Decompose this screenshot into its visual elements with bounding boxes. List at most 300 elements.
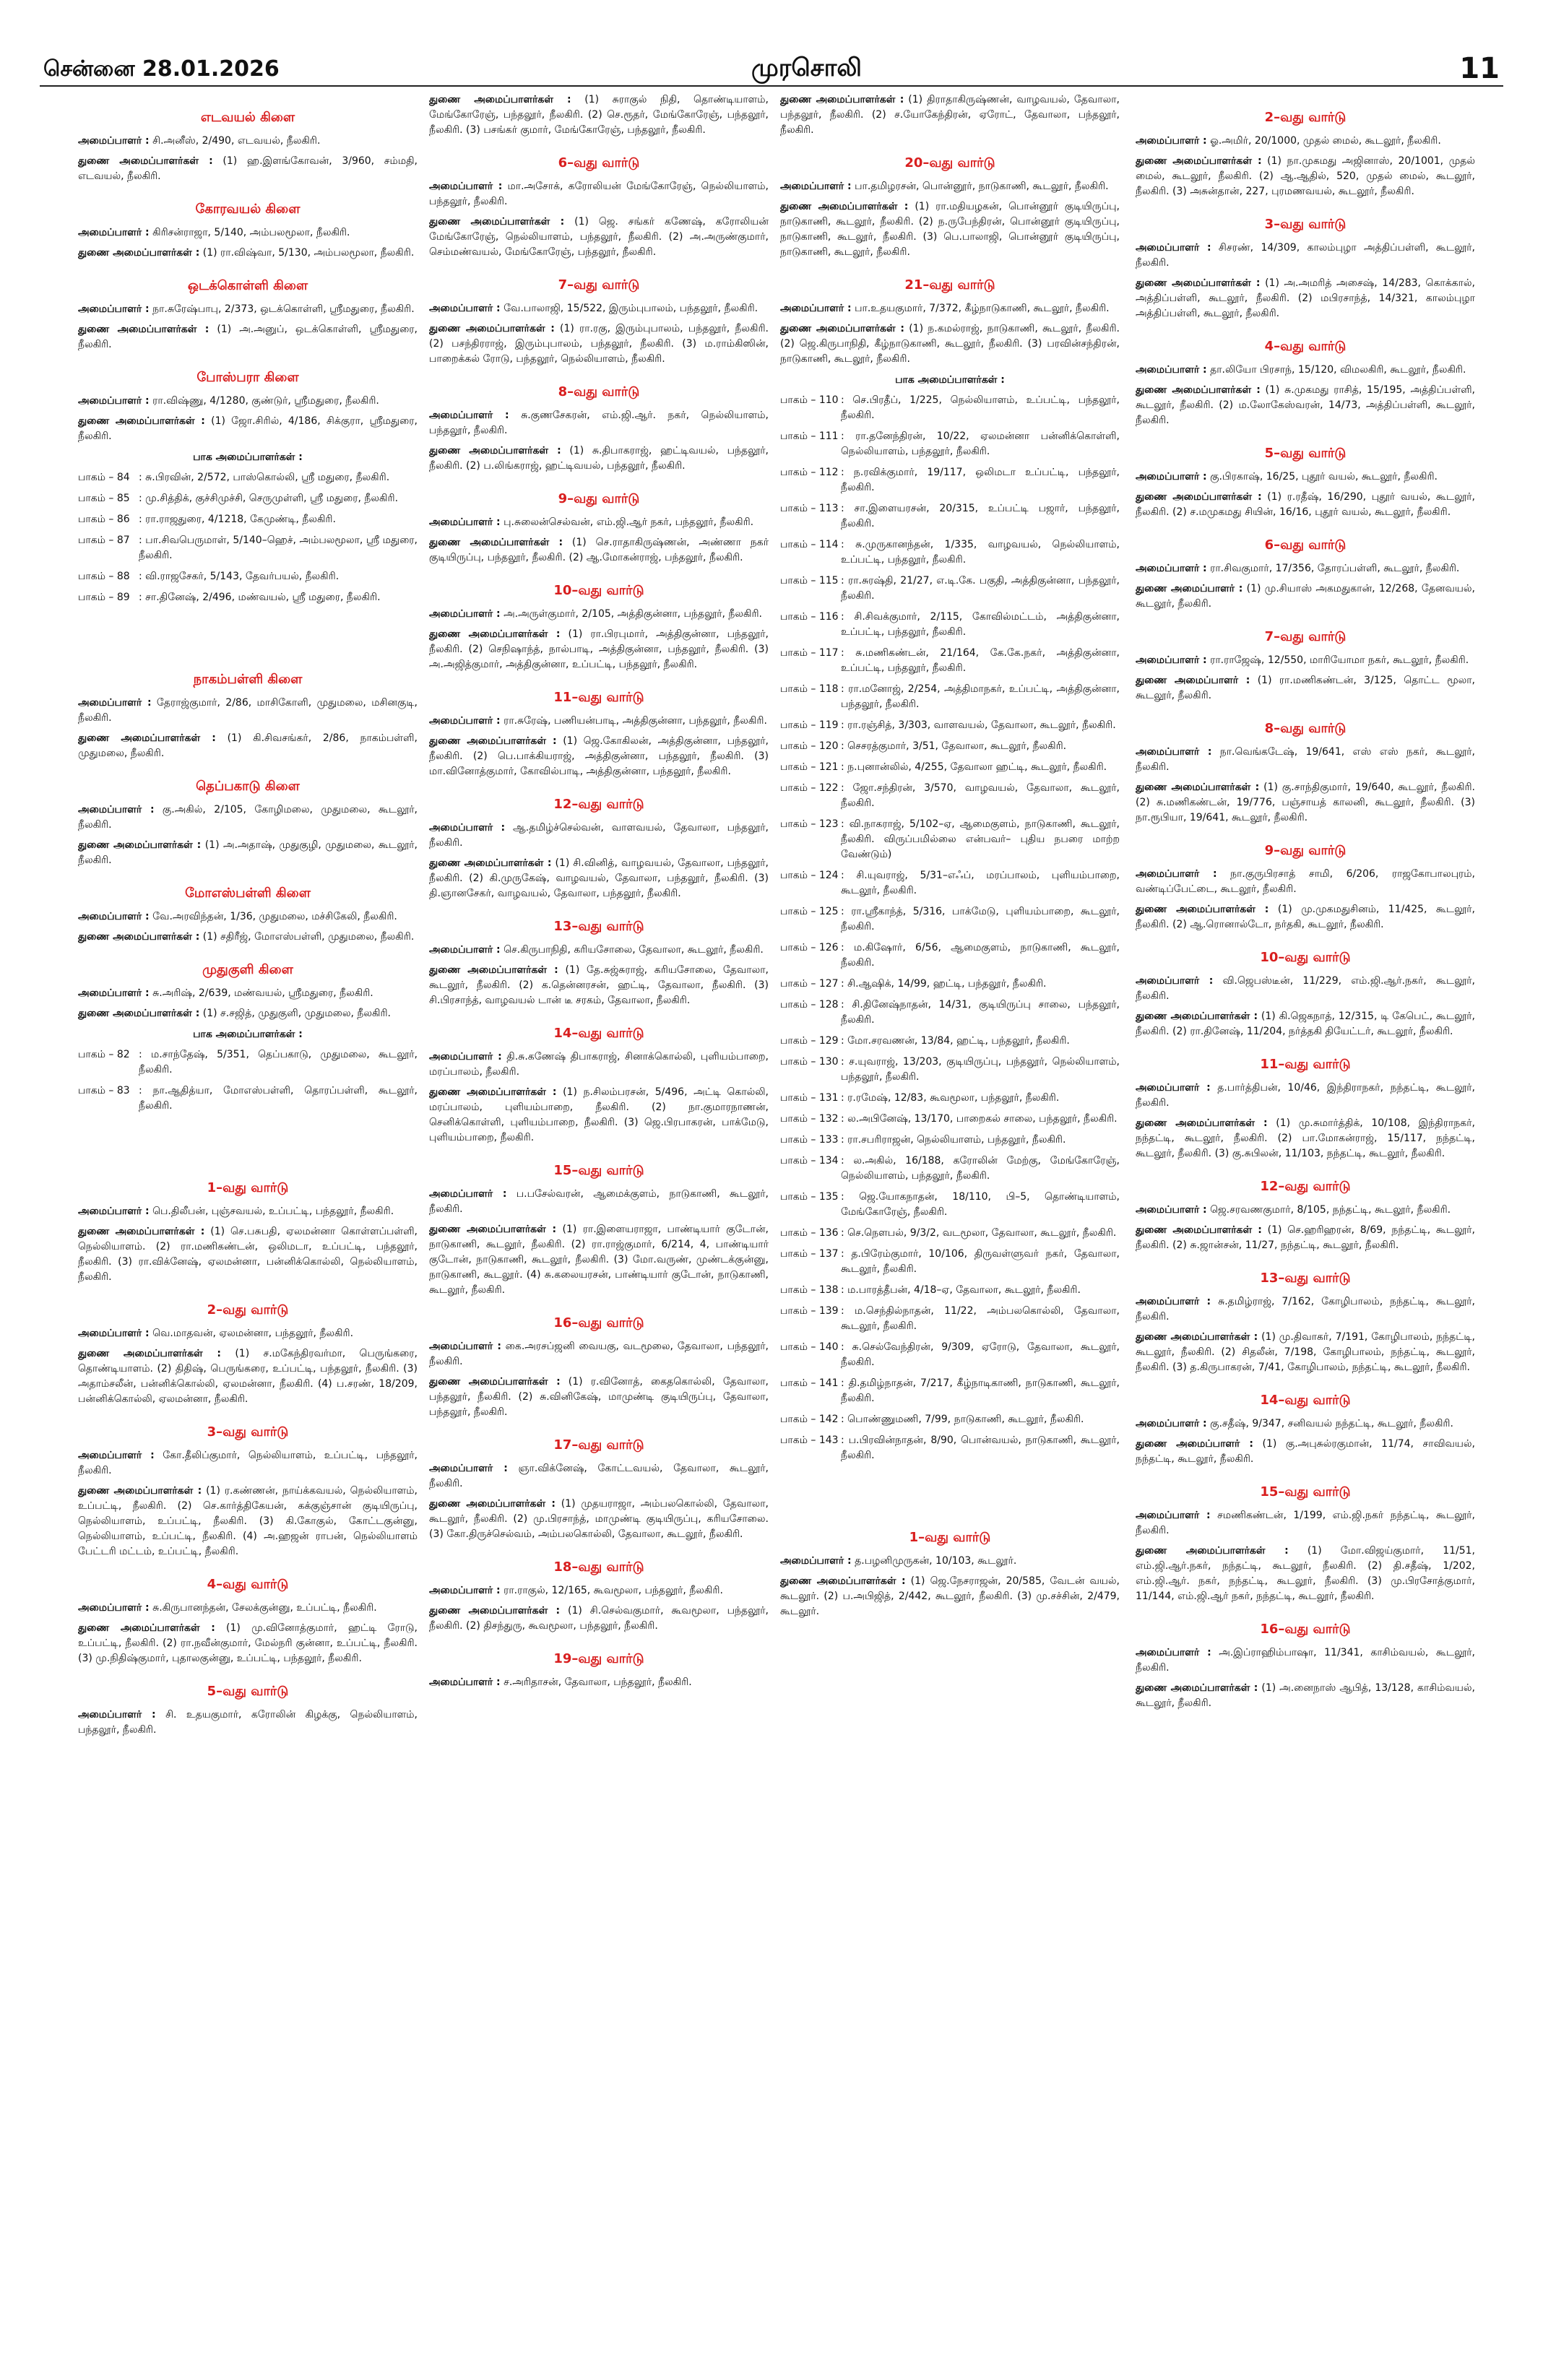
entry-label: அமைப்பாளர் : [1136,135,1207,147]
section [1136,721,1475,826]
entry-paragraph [78,909,418,925]
booth-row [78,512,418,527]
entry-label: அமைப்பாளர் : [1136,242,1211,254]
section [78,779,418,868]
section [1136,1057,1475,1161]
entry-text: சு.கிருபானந்தன், சேலக்குன்னு, உப்பட்டி, நீலகிரி. [149,1602,377,1614]
booth-row [780,977,1120,992]
booth-detail: : சி.யுவராஜ், 5/31–எஃப், மரப்பாலம், புளியம்பாறை, கூடலூர், நீலகிரி. [841,870,1120,896]
entry-text: ஓ.அமிர், 20/1000, முதல் மைல், கூடலூர், நீலகிரி. [1206,135,1441,147]
section [780,155,1120,260]
section [429,690,769,779]
entry-text: ப.பசேல்வரன், ஆமைக்குளம், நாடுகாணி, கூடலூர், நீலகிரி. [429,1188,769,1215]
section-heading: 4–வது வார்டு [207,1577,289,1592]
section [429,583,769,672]
section [429,1437,769,1542]
booth-number: பாகம் – 118 [780,683,839,695]
section [780,1530,1120,1619]
section [78,278,418,352]
booth-number: பாகம் – 116 [780,611,839,623]
booth-number: பாகம் – 125 [780,906,839,917]
section-heading: 1–வது வார்டு [207,1180,289,1195]
section [1136,1622,1475,1711]
entry-paragraph [78,802,418,833]
entry-label: அமைப்பாளர் : [78,395,150,407]
booth-detail: : ச.யுவராஜ், 13/203, குடியிருப்பு, பந்தலூர், நெல்லியாளம், பந்தலூர், நீலகிரி. [841,1056,1120,1083]
entry-text: (1) ர.ரதீஷ், 16/290, புதூர் வயல், கூடலூர், நீலகிரி. (2) ச.மமுகமது சியின், 16/16, புதூர் வயல், கூடலூர், நீலகிரி. [1136,491,1475,518]
entry-label: துணை அமைப்பாளர்கள் : [78,1485,202,1497]
booth-detail: : த.பிரேம்குமார், 10/106, திருவள்ளுவர் நகர், தேவாலா, கூடலூர், நீலகிரி. [841,1248,1120,1275]
booth-row [780,1340,1120,1370]
entry-text: ரா.சிவகுமார், 17/356, தோரப்பள்ளி, கூடலூர், நீலகிரி. [1206,563,1460,574]
section-heading: 10–வது வார்டு [1260,950,1351,965]
entry-paragraph [78,838,418,868]
entry-paragraph [78,1326,418,1341]
section [1136,1271,1475,1375]
entry-paragraph [1136,1437,1475,1467]
entry-text: த.பார்த்திபன், 10/46, இந்திராநகர், நந்தட்டி, கூடலூர், நீலகிரி. [1136,1082,1475,1109]
entry-label: துணை அமைப்பாளர்கள் : [78,1622,215,1634]
booth-detail: : ரா.சுரஷ்தி, 21/27, எ.டி.கே. பகுதி, அத்திகுன்னா, பந்தலூர், நீலகிரி. [841,575,1120,602]
booth-detail: : பா.சிவபெருமாள், 5/140–ஹெச், அம்பலமூலா, ஸ்ரீ மதுரை, நீலகிரி. [139,535,418,561]
booth-number: பாகம் – 140 [780,1341,839,1353]
entry-text: (1) ச.சஜித், முதுகுளி, முதுமலை, நீலகிரி. [199,1008,391,1019]
entry-label: அமைப்பாளர் : [429,516,501,528]
section-heading: 15–வது வார்டு [1260,1484,1351,1500]
booth-row [78,533,418,563]
booth-detail: : நா.ஆதித்யா, மோஎஸ்பள்ளி, தொரப்பள்ளி, கூடலூர், நீலகிரி. [139,1085,418,1112]
booth-detail: : சா.தினேஷ், 2/496, மண்வயல், ஸ்ரீ மதுரை, நீலகிரி. [139,592,381,603]
entry-label: துணை அமைப்பாளர்கள் : [1136,1224,1262,1236]
section-heading: 19–வது வார்டு [553,1651,644,1666]
entry-label: அமைப்பாளர் : [1136,1296,1211,1307]
booth-row [780,465,1120,496]
entry-label: அமைப்பாளர் : [1136,1647,1211,1658]
entry-paragraph [1136,653,1475,668]
booth-detail: : ல.அபினேஷ், 13/170, பாறைகல் சாலை, பந்தலூர், நீலகிரி. [841,1113,1118,1125]
entry-label: துணை அமைப்பாளர்கள் : [78,1226,205,1237]
entry-text: (1) ந.சிலம்பரசன், 5/496, அட்டி கொல்லி, மரப்பாலம், புளியம்பாறை, நீலகிரி. (2) நா.குமாரநாணன், செனிக்கொள்ளி, புளியம்பாறை, நீலகிரி. (3) ஜெ.பிரபாகரன், பாக்மேடு, புளியம்பாறை, நீலகிரி. [429,1086,769,1143]
booth-row [780,1154,1120,1184]
entry-label: துணை அமைப்பாளர்கள் : [780,323,904,334]
booth-detail: : மோ.சரவணன், 13/84, ஹட்டி, பந்தலூர், நீலகிரி. [841,1035,1070,1047]
booth-detail: : ரா.சபரிராஜன், நெல்லியாளம், பந்தலூர், நீலகிரி. [841,1134,1066,1146]
section [78,202,418,261]
entry-text: சி.அனீஸ், 2/490, எடவயல், நீலகிரி. [149,135,321,147]
entry-text: சி. உதயகுமார், கரோலின் கிழக்கு, நெல்லியாளம், பந்தலூர், நீலகிரி. [78,1709,418,1736]
entry-text: செ.கிருபாநிதி, கரியசோலை, தேவாலா, கூடலூர், நீலகிரி. [500,944,764,956]
booth-row [780,1190,1120,1220]
entry-label: துணை அமைப்பாளர் : [1136,1438,1253,1450]
entry-text: சு.தமிழ்ராஜ், 7/162, கோழிபாலம், நந்தட்டி, கூடலூர், நீலகிரி. [1136,1296,1475,1323]
entry-text: வே.அரவிந்தன், 1/36, முதுமலை, மச்சிகேலி, நீலகிரி. [149,911,397,922]
booth-row [780,868,1120,899]
booth-row [780,1091,1120,1106]
entry-label: அமைப்பாளர் : [429,303,501,314]
entry-label: துணை அமைப்பாளர்கள் : [429,1376,561,1388]
entry-paragraph [1136,581,1475,612]
entry-paragraph [1136,673,1475,704]
section-heading: 14–வது வார்டு [553,1026,644,1041]
booth-detail: : செ.நௌபல், 9/3/2, வடமூலா, தேவாலா, கூடலூர், நீலகிரி. [841,1227,1117,1239]
entry-label: துணை அமைப்பாளர்கள் : [429,445,561,456]
entry-text: ஆ.தமிழ்ச்செல்வன், வாளவயல், தேவாலா, பந்தலூர், நீலகிரி. [429,822,769,849]
booth-detail: : ரா.ஸ்ரீகாந்த், 5/316, பாக்மேடு, புளியம்பாறை, கூடலூர், நீலகிரி. [841,906,1120,932]
entry-text: கு.அகில், 2/105, கோழிமலை, முதுமலை, கூடலூர், நீலகிரி. [78,804,418,831]
booth-number: பாகம் – 130 [780,1056,839,1068]
entry-paragraph [429,627,769,672]
entry-paragraph [780,92,1120,138]
booth-number: பாகம் – 136 [780,1227,839,1239]
entry-label: அமைப்பாளர் : [78,227,150,238]
booth-number: பாகம் – 84 [78,472,130,483]
entry-paragraph [1136,363,1475,378]
entry-text: நா.குருபிரசாத் சாமி, 6/206, ராஜகோபாலபுரம், வண்டிப்பேட்டை, கூடலூர், நீலகிரி. [1136,868,1475,895]
entry-text: பா.உதயகுமார், 7/372, கீழ்நாடுகாணி, கூடலூர், நீலகிரி. [851,303,1110,314]
section-heading: 7–வது வார்டு [1264,629,1347,644]
booth-number: பாகம் – 138 [780,1284,839,1296]
entry-text: (1) ஹ.இளங்கோவன், 3/960, சம்மதி, எடவயல், நீலகிரி. [78,155,418,182]
entry-paragraph [78,302,418,317]
section-heading: 15–வது வார்டு [553,1163,644,1178]
entry-label: அமைப்பாளர் : [1136,563,1207,574]
entry-label: அமைப்பாளர் : [780,181,852,192]
booth-row [780,940,1120,971]
section [78,110,418,184]
entry-paragraph [429,1050,769,1080]
booth-number: பாகம் – 139 [780,1305,839,1317]
entry-paragraph [1136,745,1475,775]
section [78,672,418,761]
entry-text: (1) திராதாகிருஷ்ணன், வாழவயல், தேவாலா, பந்தலூர், நீலகிரி. (2) ச.யோகேந்திரன், ஏரோட், தேவாலா, பந்தலூர், நீலகிரி. [780,94,1120,136]
booth-number: பாகம் – 82 [78,1049,130,1060]
entry-text: கோ.தீலிப்குமார், நெல்லியாளம், உப்பட்டி, பந்தலூர், நீலகிரி. [78,1450,418,1476]
section [429,919,769,1008]
booth-row [780,998,1120,1028]
section-heading: எடவயல் கிளை [200,110,295,125]
section [429,384,769,474]
booth-detail: : ல.அகில், 16/188, கரோலின் மேற்கு, மேங்கோரேஞ், நெல்லியாளம், பந்தலூர், நீலகிரி. [841,1155,1120,1182]
entry-text: (1) ரா.விஷ்வா, 5/130, அம்பலமூலா, நீலகிரி. [199,247,415,259]
section [429,92,769,138]
entry-text: ஞா.விக்னேஷ், கோட்டவயல், தேவாலா, கூடலூர், நீலகிரி. [429,1463,769,1489]
entry-label: துணை அமைப்பாளர்கள் : [780,1575,906,1587]
booth-row [780,1226,1120,1241]
entry-text: (1) அ.னைநாஸ் ஆபித், 13/128, காசிம்வயல், கூடலூர், நீலகிரி. [1136,1682,1475,1709]
entry-label: அமைப்பாளர் : [78,1709,156,1721]
entry-label: அமைப்பாளர் : [780,303,852,314]
section-heading: 13–வது வார்டு [553,919,644,934]
entry-paragraph [78,414,418,444]
booth-row [78,1083,418,1114]
entry-paragraph [78,731,418,761]
entry-paragraph [1136,383,1475,428]
entry-paragraph [780,179,1120,194]
section-spacer [78,1120,418,1163]
entry-paragraph [429,1604,769,1634]
entry-label: துணை அமைப்பாளர்கள் : [78,732,216,744]
entry-text: (1) சதிரீஜ், மோஎஸ்பள்ளி, முதுமலை, நீலகிரி. [199,931,415,943]
entry-paragraph [1136,780,1475,826]
entry-label: அமைப்பாளர் : [78,303,150,315]
booth-number: பாகம் – 119 [780,719,839,731]
entry-label: துணை அமைப்பாளர்கள் : [1136,155,1262,167]
section-heading: தெப்பகாடு கிளை [196,779,300,794]
section-heading: 3–வது வார்டு [1264,217,1347,232]
entry-text: ரா.விஷ்ணு, 4/1280, குண்டுர், ஸ்ரீமதுரை, நீலகிரி. [149,395,379,407]
booth-detail: : சி.சிவக்குமார், 2/115, கோவில்மட்டம், அத்திகுன்னா, உப்பட்டி, பந்தலூர், நீலகிரி. [841,611,1120,638]
entry-label: அமைப்பாளர் : [1136,746,1212,758]
entry-text: (1) ஜோ.சிரில், 4/186, சிக்குரா, ஸ்ரீமதுரை, நீலகிரி. [78,415,418,442]
entry-text: வி.ஜெபஸ்டீன், 11/229, எம்.ஜி.ஆர்.நகர், கூடலூர், நீலகிரி. [1136,975,1475,1002]
entry-paragraph [1136,276,1475,321]
entry-text: (1) கி.ஜெகநாத், 12/315, டி கேபெட், கூடலூர், நீலகிரி. (2) ரா.தினேஷ், 11/204, நர்த்தகி தியேட்டர், கூடலூர், நீலகிரி. [1136,1011,1475,1037]
section [429,1559,769,1634]
entry-text: (1) செ.ராதாகிருஷ்ணன், அண்ணா நகர் குடியிருப்பு, பந்தலூர், நீலகிரி. (2) ஆ.மோகன்ராஜ், பந்தலூர், நீலகிரி. [429,537,769,563]
entry-label: அமைப்பாளர் : [1136,1510,1211,1521]
booth-number: பாகம் – 112 [780,467,839,478]
booth-number: பாகம் – 88 [78,571,130,582]
entry-paragraph [78,246,418,261]
section [1136,629,1475,704]
booth-number: பாகம் – 87 [78,535,130,546]
entry-paragraph [429,1583,769,1598]
entry-label: அமைப்பாளர் : [429,822,506,834]
entry-label: அமைப்பாளர் : [1136,975,1214,987]
entry-paragraph [78,1708,418,1738]
entry-paragraph [780,1574,1120,1619]
booth-number: பாகம் – 121 [780,761,839,773]
entry-label: அமைப்பாளர் : [78,1206,150,1217]
entry-label: துணை அமைப்பாளர்கள் : [78,931,200,943]
entry-text: பா.தமிழரசன், பொன்னூர், நாடுகாணி, கூடலூர், நீலகிரி. [851,181,1109,192]
booth-number: பாகம் – 127 [780,978,839,990]
booth-detail: : வி.நாகராஜ், 5/102–ஏ, ஆமைகுளம், நாடுகாணி, கூடலூர், நீலகிரி. விருப்பமில்லை என்பவர்– புதிய நபரை மாற்ற வேண்டும்) [841,818,1120,860]
booth-row [780,429,1120,459]
entry-paragraph [429,1675,769,1690]
entry-label: துணை அமைப்பாளர்கள் : [429,1498,556,1510]
section [78,1302,418,1407]
entry-paragraph [429,1497,769,1542]
entry-label: துணை அமைப்பாளர்கள் : [78,324,209,335]
booth-number: பாகம் – 124 [780,870,839,881]
entry-paragraph [1136,1681,1475,1711]
entry-label: அமைப்பாளர் : [78,1450,155,1461]
booth-detail: : பொண்ணுமணி, 7/99, நாடுகாணி, கூடலூர், நீலகிரி. [841,1414,1084,1425]
column-1 [78,92,418,2368]
entry-text: ரா.ராகுல், 12/165, கூவமூலா, பந்தலூர், நீலகிரி. [500,1585,723,1596]
section-heading: 9–வது வார்டு [558,491,640,506]
entry-text: (1) ச.மகேந்திரவர்மா, பெருங்கரை, தொண்டியாளம். (2) திதிஷ், பெருங்கரை, உப்பட்டி, பந்தலூர், நீலகிரி. (3) அதாம்சலீன், பன்னிக்கொல்லி, ஏலமன்னா, நீலகிரி. (4) ப.சரண், 18/209, பன்னிக்கொல்லி, ஏலமன்னா, நீலகிரி. [78,1348,418,1405]
entry-label: துணை அமைப்பாளர்கள் : [429,1605,561,1617]
entry-paragraph [1136,490,1475,520]
entry-label: துணை அமைப்பாளர்கள் : [1136,277,1261,289]
booth-row [780,1376,1120,1406]
booth-number: பாகம் – 89 [78,592,130,603]
entry-label: துணை அமைப்பாளர்கள் : [780,201,909,212]
entry-label: துணை அமைப்பாளர்கள் : [1136,1545,1289,1557]
entry-text: ரா.சுரேஷ், பணியன்பாடி, அத்திகுன்னா, பந்தலூர், நீலகிரி. [500,715,767,727]
entry-label: அமைப்பாளர் : [429,1341,501,1352]
booth-number: பாகம் – 131 [780,1092,839,1104]
entry-paragraph [78,154,418,184]
booth-detail: : ர.ரமேஷ், 12/83, கூவமூலா, பந்தலூர், நீலகிரி. [841,1092,1060,1104]
section [1136,1179,1475,1253]
entry-label: துணை அமைப்பாளர்கள் : [1136,384,1261,396]
booth-row [780,817,1120,862]
section-spacer [78,611,418,654]
booth-detail: : ம.பாரத்தீபன், 4/18–ஏ, தேவாலா, கூடலூர், நீலகிரி. [841,1284,1081,1296]
entry-text: வெ.மாதவன், ஏலமன்னா, பந்தலூர், நீலகிரி. [149,1328,354,1339]
entry-paragraph [1136,134,1475,149]
section [780,92,1120,138]
booth-row [780,1412,1120,1427]
booth-row [780,682,1120,712]
entry-label: துணை அமைப்பாளர்கள் : [78,1348,222,1359]
entry-paragraph [780,321,1120,367]
booth-number: பாகம் – 122 [780,782,839,794]
entry-label: துணை அமைப்பாளர்கள் : [78,839,202,851]
entry-label: அமைப்பாளர் : [78,911,150,922]
section [429,1026,769,1146]
booth-detail: : செசரத்குமார், 3/51, தேவாலா, கூடலூர், நீலகிரி. [841,740,1067,752]
entry-label: துணை அமைப்பாளர்கள் : [429,628,561,640]
booth-row [780,904,1120,935]
entry-paragraph [78,394,418,409]
section-heading: 7–வது வார்டு [558,277,640,293]
entry-text: சமணிகண்டன், 1/199, எம்.ஜி.நகர் நந்தட்டி, கூடலூர், நீலகிரி. [1136,1510,1475,1536]
entry-text: பு.சுலைன்செல்வன், எம்.ஜி.ஆர் நகர், பந்தலூர், நீலகிரி. [500,516,754,528]
entry-label: துணை அமைப்பாளர்கள் : [1136,1117,1268,1129]
entry-paragraph [78,1621,418,1666]
entry-paragraph [1136,1294,1475,1325]
entry-text: (1) ஜெ.கோகிலன், அத்திகுன்னா, பந்தலூர், நீலகிரி. (2) பெ.பாக்கியராஜ், அத்திகுன்னா, பந்தலூர், நீலகிரி. (3) மா.வினோத்குமார், கோவில்பாடி, அத்திகுன்னா, பந்தலூர், நீலகிரி. [429,735,769,777]
entry-paragraph [429,963,769,1008]
booth-number: பாகம் – 123 [780,818,839,830]
entry-text: சு.குணசேகரன், எம்.ஜி.ஆர். நகர், நெல்லியாளம், பந்தலூர், நீலகிரி. [429,410,769,436]
entry-text: (1) சு.திபாகராஜ், ஹட்டிவயல், பந்தலூர், நீலகிரி. (2) ப.லிங்கராஜ், ஹட்டிவயல், பந்தலூர், நீலகிரி. [429,445,769,472]
entry-paragraph [78,1224,418,1285]
entry-label: துணை அமைப்பாளர்கள் : [1136,782,1260,793]
entry-paragraph [429,734,769,779]
entry-paragraph [429,607,769,622]
booth-number: பாகம் – 86 [78,514,130,525]
entry-paragraph [429,1085,769,1146]
booth-detail: : சு.மணிகண்டன், 21/164, கே.கே.நகர், அத்திகுன்னா, உப்பட்டி, பந்தலூர், நீலகிரி. [841,647,1120,674]
entry-text: நா.சுரேஷ்பாபு, 2/373, ஒடக்கொள்ளி, ஸ்ரீமதுரை, நீலகிரி. [149,303,415,315]
entry-text: (1) செ.பசுபதி, ஏலமன்னா கொள்ளப்பள்ளி, நெல்லியாளம். (2) ரா.மணிகண்டன், ஒலிமடா, உப்பட்டி, பந்தலூர், நீலகிரி. (3) ரா.விக்னேஷ், ஏலமன்னா, பன்னிக்கொல்லி, நெல்லியாளம், நீலகிரி. [78,1226,418,1283]
entry-text: (1) மு.சுமார்த்திக், 10/108, இந்திராநகர், நந்தட்டி, கூடலூர், நீலகிரி. (2) பா.மோகன்ராஜ், 15/117, நந்தட்டி, கூடலூர், நீலகிரி. (3) கு.சுபிலன், 11/103, நந்தட்டி, கூடலூர், நீலகிரி. [1136,1117,1475,1159]
section [1136,1393,1475,1467]
entry-text: (1) கு.சாந்திகுமார், 19/640, கூடலூர், நீலகிரி. (2) சு.மணிகண்டன், 19/776, பஞ்சாயத் காலனி, கூடலூர், நீலகிரி. (3) நா.ரூபியா, 19/641, கூடலூர், நீலகிரி. [1136,782,1475,823]
booth-detail: : சி.தினேஷ்நாதன், 14/31, குடியிருப்பு சாலை, பந்தலூர், நீலகிரி. [841,999,1120,1026]
booth-row [78,1047,418,1078]
section [429,1315,769,1420]
column-3 [780,92,1120,2368]
section-heading: 11–வது வார்டு [1260,1057,1351,1072]
section-heading: 6–வது வார்டு [558,155,640,170]
entry-text: (1) ஜெ. சங்கர் கணேஷ், கரோலியன் மேங்கோரேஞ், நெல்லியாளம், பந்தலூர், நீலகிரி. (2) அ.அருண்குமார், செம்மண்வயல், மேங்கோரேஞ், பந்தலூர், நீலகிரி. [429,216,769,258]
booth-detail: : ஜெ.யோகநாதன், 18/110, பி–5, தொண்டியாளம், மேங்கோரேஞ், நீலகிரி. [841,1191,1120,1218]
booth-row [78,470,418,485]
entry-paragraph [78,225,418,241]
entry-paragraph [78,1448,418,1479]
entry-text: வே.பாலாஜி, 15/522, இரும்புபாலம், பந்தலூர், நீலகிரி. [500,303,758,314]
page-header [0,0,1543,85]
entry-label: அமைப்பாளர் : [429,608,501,620]
booth-detail: : ம.செந்தில்நாதன், 11/22, அம்பலகொல்லி, தேவாலா, கூடலூர், நீலகிரி. [841,1305,1120,1332]
entry-paragraph [429,1187,769,1217]
entry-label: துணை அமைப்பாளர்கள் : [429,964,558,976]
subheading: பாக அமைப்பாளர்கள் : [193,451,303,463]
entry-text: மா.அசோக், கரோலியன் மேங்கோரேஞ், நெல்லியாளம், பந்தலூர், நீலகிரி. [429,181,769,207]
entry-paragraph [78,1346,418,1407]
booth-row [780,574,1120,604]
entry-paragraph [429,321,769,367]
booth-number: பாகம் – 83 [78,1085,130,1096]
entry-paragraph [429,1375,769,1420]
section-heading: 3–வது வார்டு [207,1424,289,1440]
entry-label: அமைப்பாளர் : [429,1676,501,1688]
entry-text: (1) ரா.மணிகண்டன், 3/125, தொட்ட மூலா, கூடலூர், நீலகிரி. [1136,675,1475,701]
entry-label: அமைப்பாளர் : [429,1051,502,1063]
booth-number: பாகம் – 142 [780,1414,839,1425]
entry-paragraph [78,696,418,726]
booth-number: பாகம் – 117 [780,647,839,659]
section [78,886,418,945]
entry-paragraph [1136,1416,1475,1432]
booth-number: பாகம் – 126 [780,942,839,953]
entry-label: அமைப்பாளர் : [1136,654,1207,666]
column-2 [429,92,769,2368]
entry-text: (1) முதயராஜா, அம்பலகொல்லி, தேவாலா, கூடலூர், நீலகிரி. (2) மு.பிரசாந்த், மாமுண்டி குடியிருப்பு, கரியசோலை. (3) கோ.திருச்செல்வம், அம்பலகொல்லி, தேவாலா, கூடலூர், நீலகிரி. [429,1498,769,1540]
entry-paragraph [78,1006,418,1021]
booth-number: பாகம் – 135 [780,1191,839,1203]
section-heading: 21–வது வார்டு [904,277,995,293]
issue-date: சென்னை 28.01.2026 [43,56,280,82]
entry-text: (1) கி.சிவசங்கர், 2/86, நாகம்பள்ளி, முதுமலை, நீலகிரி. [78,732,418,759]
section-heading: முதுகுளி கிளை [202,962,293,977]
booth-detail: : சு.செல்வேந்திரன், 9/309, ஏரோடு, தேவாலா, கூடலூர், நீலகிரி. [841,1341,1120,1368]
entry-text: கு.பிரகாஷ், 16/25, புதூர் வயல், கூடலூர், நீலகிரி. [1206,471,1438,483]
entry-label: துணை அமைப்பாளர்கள் : [429,1224,557,1235]
entry-paragraph [78,930,418,945]
entry-paragraph [78,322,418,352]
entry-label: துணை அமைப்பாளர்கள் : [78,415,205,427]
section [780,277,1120,1513]
entry-label: துணை அமைப்பாளர்கள் : [429,216,565,228]
section [78,1180,418,1285]
booth-number: பாகம் – 120 [780,740,839,752]
section-heading: 2–வது வார்டு [1264,110,1347,125]
section [78,1577,418,1666]
booth-number: பாகம் – 143 [780,1435,839,1446]
booth-number: பாகம் – 133 [780,1134,839,1146]
entry-label: அமைப்பாளர் : [1136,471,1207,483]
entry-label: அமைப்பாளர் : [429,1463,508,1474]
entry-paragraph [1136,241,1475,271]
booth-detail: : ஜோ.சந்திரன், 3/570, வாழவயல், தேவாலா, கூடலூர், நீலகிரி. [841,782,1120,809]
header-rule [40,85,1503,87]
section-heading: 9–வது வார்டு [1264,843,1347,858]
entry-paragraph [780,301,1120,316]
section-heading: 5–வது வார்டு [207,1684,289,1699]
entry-label: துணை அமைப்பாளர்கள் : [429,537,563,548]
entry-text: ரா.ராஜேஷ், 12/550, மாரியோமா நகர், கூடலூர், நீலகிரி. [1206,654,1469,666]
booth-row [78,491,418,506]
subheading: பாக அமைப்பாளர்கள் : [895,374,1005,386]
booth-row [78,590,418,605]
